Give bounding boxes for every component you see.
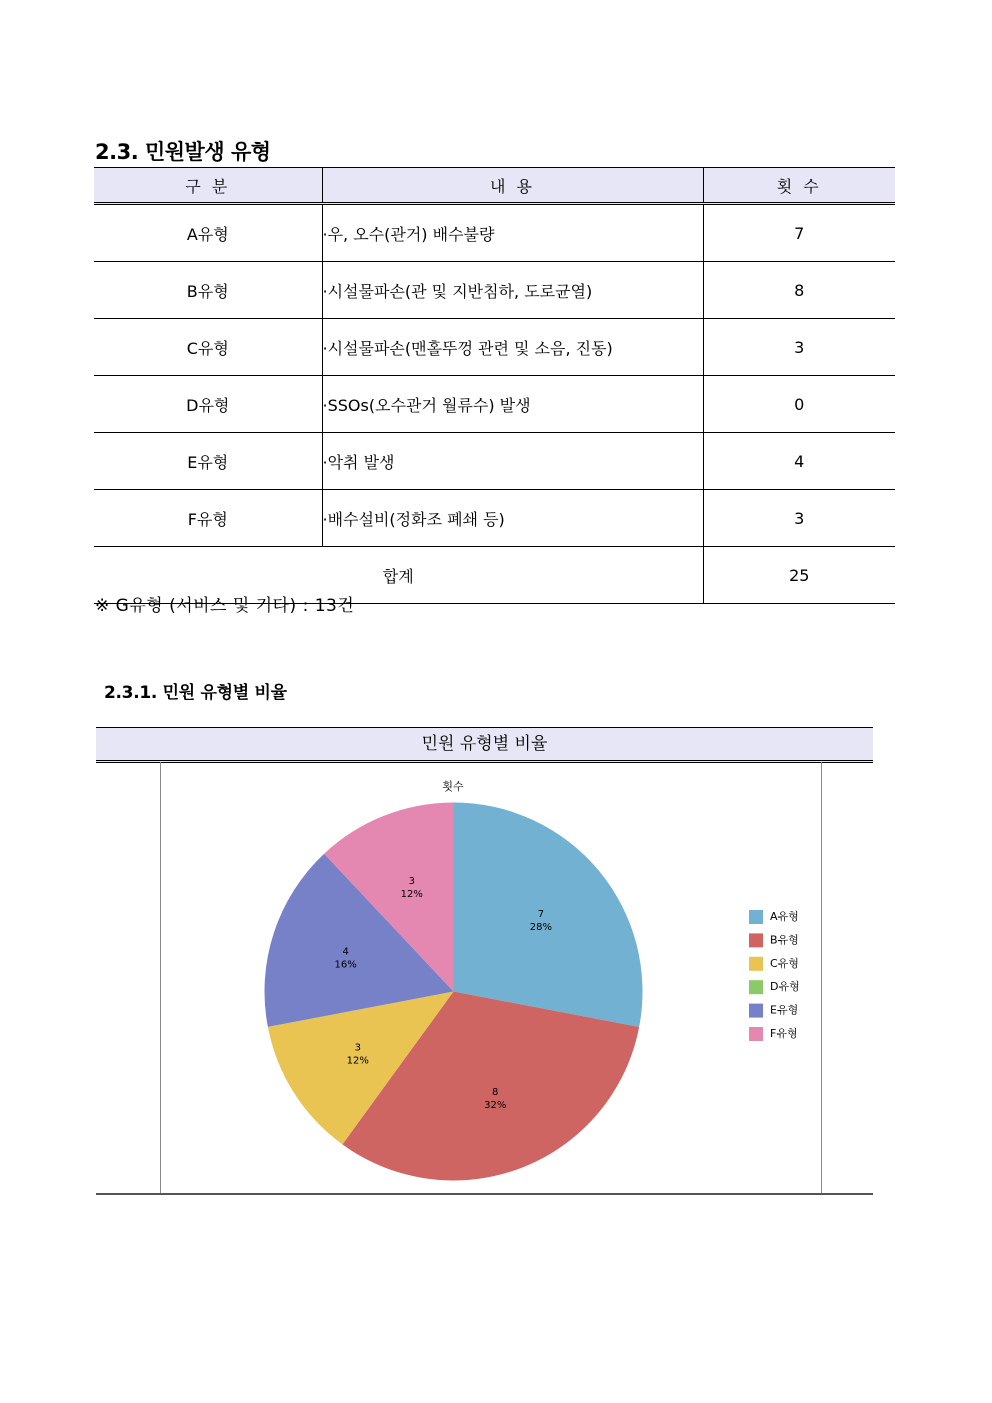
subsection-title: 2.3.1. 민원 유형별 비율	[104, 683, 287, 703]
type-cell: E유형	[94, 433, 322, 490]
slice-value-label: 7	[537, 909, 545, 921]
slice-percent-label: 16%	[334, 959, 357, 971]
legend-label: C유형	[770, 956, 799, 970]
desc-cell: ·SSOs(오수관거 월류수) 발생	[322, 376, 703, 433]
legend-swatch	[749, 933, 763, 947]
slice-percent-label: 12%	[346, 1055, 369, 1067]
legend-swatch	[749, 957, 763, 971]
desc-cell: ·시설물파손(맨홀뚜껑 관련 및 소음, 진동)	[322, 319, 703, 376]
legend-item	[749, 932, 799, 947]
type-cell: B유형	[94, 262, 322, 319]
type-cell: D유형	[94, 376, 322, 433]
total-value: 25	[703, 547, 895, 604]
count-cell: 3	[703, 490, 895, 547]
slice-percent-label: 12%	[400, 889, 423, 901]
section-title: 2.3. 민원발생 유형	[95, 140, 271, 164]
footnote: ※ G유형 (서비스 및 기타) : 13건	[95, 596, 355, 616]
header-content: 내 용	[322, 168, 703, 204]
chart-header: 민원 유형별 비율	[96, 727, 873, 763]
desc-cell: ·악취 발생	[322, 433, 703, 490]
legend-swatch	[749, 1004, 763, 1018]
type-cell: F유형	[94, 490, 322, 547]
slice-percent-label: 32%	[484, 1099, 507, 1111]
legend-label: F유형	[770, 1027, 798, 1040]
legend-item	[749, 909, 799, 924]
desc-cell: ·시설물파손(관 및 지반침하, 도로균열)	[322, 262, 703, 319]
slice-value-label: 3	[408, 876, 415, 888]
type-cell: C유형	[94, 319, 322, 376]
legend-item	[749, 1026, 798, 1041]
count-cell: 4	[703, 433, 895, 490]
count-cell: 3	[703, 319, 895, 376]
slice-value-label: 8	[492, 1086, 499, 1098]
pie-slice	[454, 803, 643, 1027]
legend-swatch	[749, 980, 763, 994]
legend-label: D유형	[770, 980, 800, 994]
legend-label: E유형	[770, 1003, 799, 1017]
legend-label: B유형	[770, 933, 799, 947]
legend-swatch	[749, 910, 763, 924]
legend-item	[749, 956, 799, 971]
type-cell: A유형	[94, 204, 322, 262]
legend-label: A유형	[770, 910, 799, 923]
header-category: 구 분	[94, 168, 322, 204]
slice-value-label: 4	[342, 946, 349, 958]
desc-cell: ·배수설비(정화조 폐쇄 등)	[322, 490, 703, 547]
count-cell: 7	[703, 204, 895, 262]
legend-item	[749, 979, 800, 994]
slice-percent-label: 28%	[529, 922, 552, 934]
desc-cell: ·우, 오수(관거) 배수불량	[322, 204, 703, 262]
legend-item	[749, 1003, 798, 1018]
slice-value-label: 3	[354, 1042, 361, 1054]
legend-swatch	[749, 1027, 763, 1041]
header-count: 횟 수	[703, 168, 895, 204]
count-cell: 8	[703, 262, 895, 319]
chart-title: 횟수	[442, 780, 464, 793]
total-label: 합계	[94, 547, 703, 604]
count-cell: 0	[703, 376, 895, 433]
